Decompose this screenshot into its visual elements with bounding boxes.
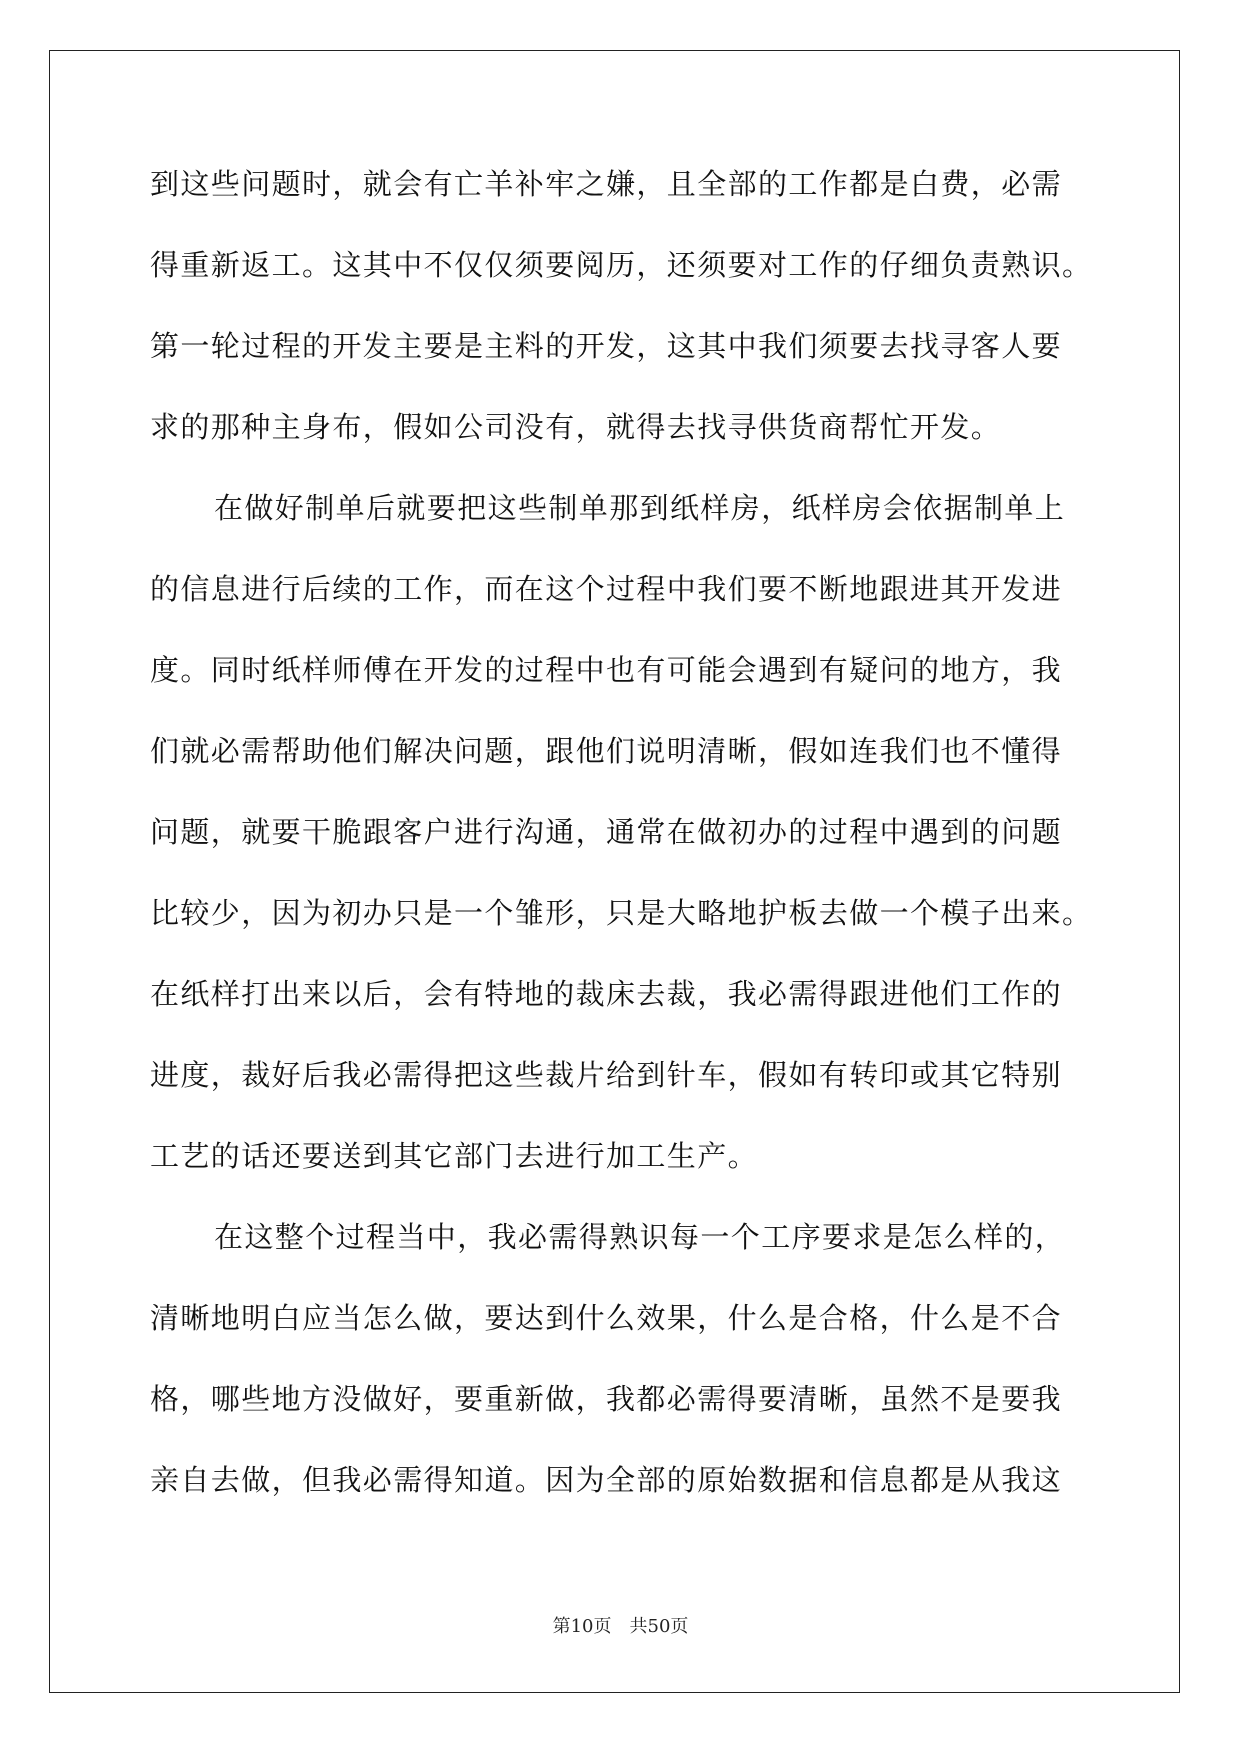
text-line: 得重新返工。这其中不仅仅须要阅历，还须要对工作的仔细负责熟识。	[150, 248, 1093, 282]
text-line: 比较少，因为初办只是一个雏形，只是大略地护板去做一个模子出来。	[150, 896, 1093, 930]
text-line: 进度，裁好后我必需得把这些裁片给到针车，假如有转印或其它特别	[150, 1058, 1063, 1092]
text-line: 格，哪些地方没做好，要重新做，我都必需得要清晰，虽然不是要我	[150, 1382, 1063, 1416]
text-line: 在纸样打出来以后，会有特地的裁床去裁，我必需得跟进他们工作的	[150, 977, 1063, 1011]
text-line: 在做好制单后就要把这些制单那到纸样房，纸样房会依据制单上	[214, 491, 1066, 525]
page-footer	[0, 1612, 1241, 1638]
text-line: 亲自去做，但我必需得知道。因为全部的原始数据和信息都是从我这	[150, 1463, 1063, 1497]
text-line: 的信息进行后续的工作，而在这个过程中我们要不断地跟进其开发进	[150, 572, 1063, 606]
current-page-number: 第10页	[552, 1616, 612, 1637]
text-line: 在这整个过程当中，我必需得熟识每一个工序要求是怎么样的，	[214, 1220, 1066, 1254]
text-line: 们就必需帮助他们解决问题，跟他们说明清晰，假如连我们也不懂得	[150, 734, 1063, 768]
text-line: 工艺的话还要送到其它部门去进行加工生产。	[150, 1139, 759, 1173]
text-line: 到这些问题时，就会有亡羊补牢之嫌，且全部的工作都是白费，必需	[150, 167, 1063, 201]
text-line: 清晰地明白应当怎么做，要达到什么效果，什么是合格，什么是不合	[150, 1301, 1063, 1335]
text-line: 求的那种主身布，假如公司没有，就得去找寻供货商帮忙开发。	[150, 410, 1002, 444]
total-pages: 共50页	[629, 1616, 689, 1637]
document-body	[150, 160, 1100, 1537]
text-line: 度。同时纸样师傅在开发的过程中也有可能会遇到有疑问的地方，我	[150, 653, 1063, 687]
text-line: 问题，就要干脆跟客户进行沟通，通常在做初办的过程中遇到的问题	[150, 815, 1063, 849]
text-line: 第一轮过程的开发主要是主料的开发，这其中我们须要去找寻客人要	[150, 329, 1063, 363]
